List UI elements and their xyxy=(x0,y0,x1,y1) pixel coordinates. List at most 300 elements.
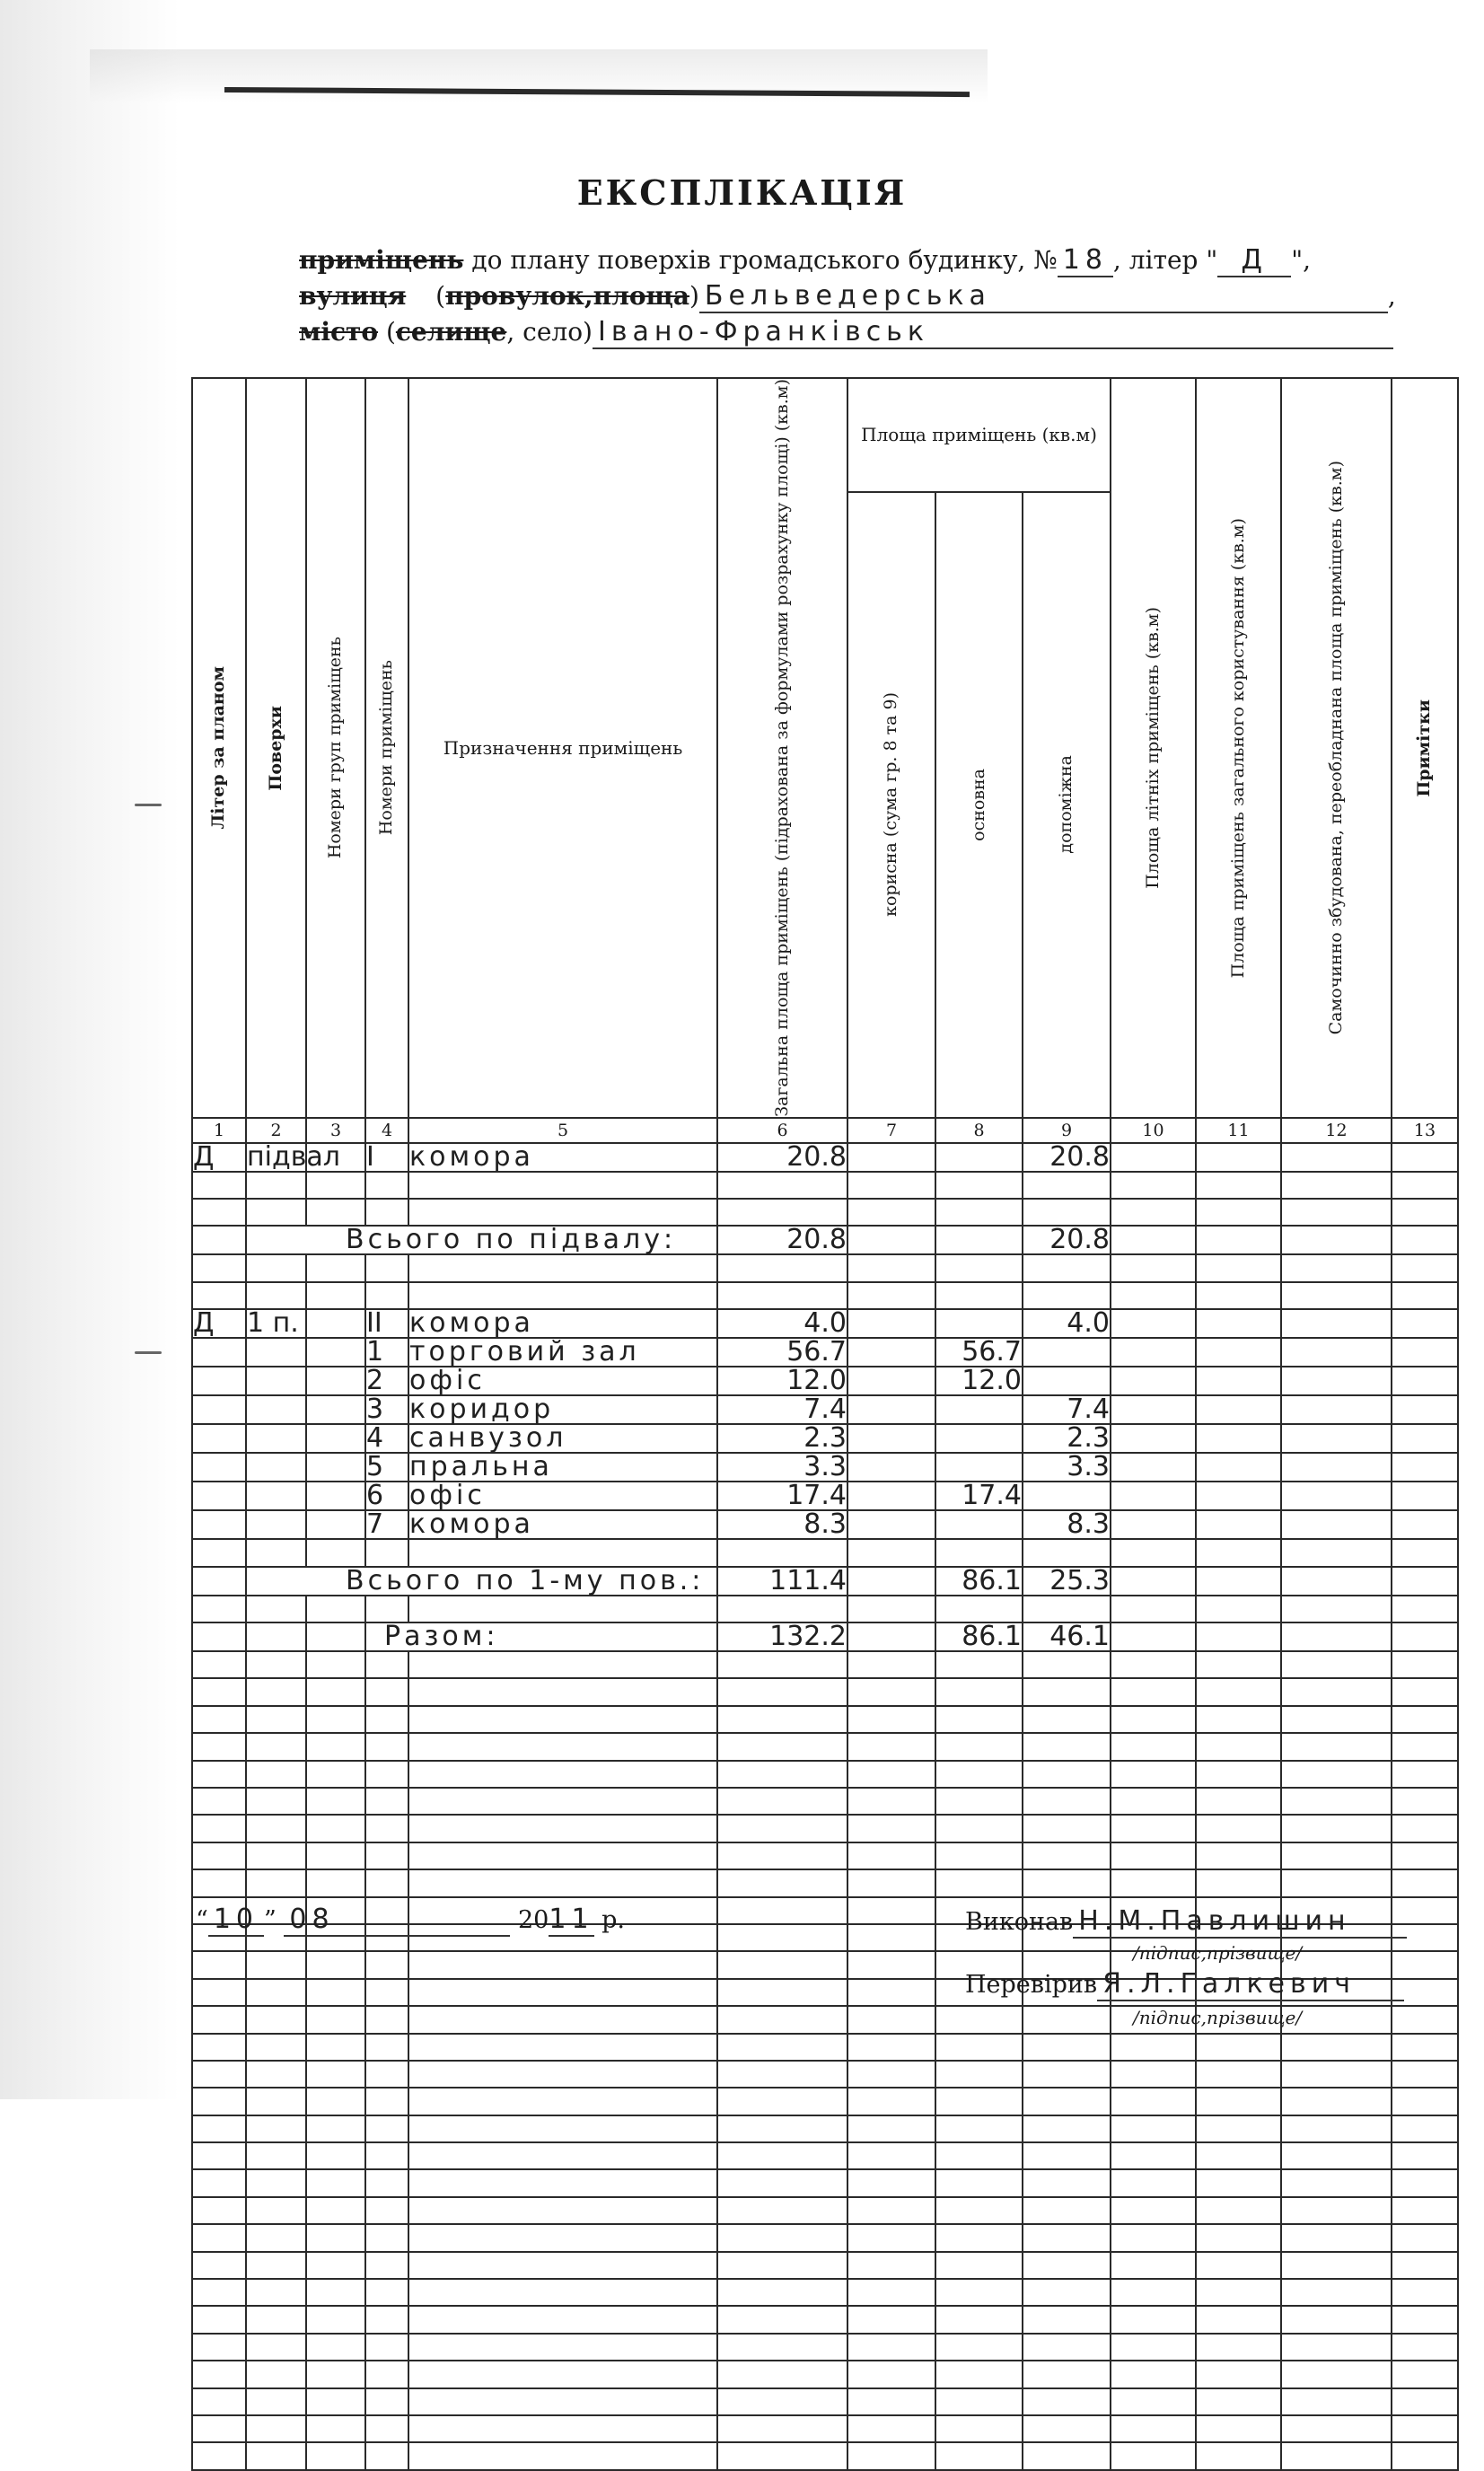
table-cell xyxy=(246,1596,306,1622)
table-cell xyxy=(192,2415,246,2442)
table-cell xyxy=(408,2142,717,2169)
table-cell xyxy=(1392,1651,1458,1678)
table-cell xyxy=(408,1596,717,1622)
table-cell xyxy=(1281,1338,1392,1367)
table-cell xyxy=(1023,2224,1111,2251)
cell-group xyxy=(306,1510,365,1539)
table-cell xyxy=(246,2306,306,2333)
table-cell xyxy=(1196,2088,1281,2115)
col-header-8: основна xyxy=(935,492,1023,1118)
table-cell xyxy=(935,2306,1023,2333)
signature-caption: /підпис,прізвище/ xyxy=(1133,1942,1303,1964)
table-cell xyxy=(1023,1199,1111,1226)
cell-liter: Д xyxy=(192,1143,246,1172)
table-cell xyxy=(1111,1482,1196,1510)
table-cell xyxy=(847,1172,935,1199)
table-cell xyxy=(1196,1539,1281,1566)
table-cell xyxy=(365,1596,408,1622)
table-cell xyxy=(192,2006,246,2033)
table-cell xyxy=(847,2361,935,2387)
table-cell xyxy=(1392,1367,1458,1395)
table-cell xyxy=(1392,1282,1458,1309)
table-cell xyxy=(365,2061,408,2088)
table-cell xyxy=(246,2361,306,2387)
table-cell xyxy=(246,2142,306,2169)
table-cell xyxy=(365,1678,408,1705)
table-cell xyxy=(935,1199,1023,1226)
header-line-city xyxy=(299,316,1393,349)
cell-liter xyxy=(192,1482,246,1510)
table-row xyxy=(192,1788,1458,1815)
table-cell xyxy=(408,2279,717,2306)
cell-room-number: 1 xyxy=(365,1338,408,1367)
table-cell xyxy=(847,1842,935,1869)
table-cell xyxy=(408,2252,717,2279)
table-cell xyxy=(1111,2034,1196,2061)
table-cell xyxy=(717,1842,847,1869)
table-row xyxy=(192,1510,1458,1539)
table-row xyxy=(192,2061,1458,2088)
table-cell xyxy=(1281,1367,1392,1395)
table-cell xyxy=(1111,1539,1196,1566)
table-cell xyxy=(847,1733,935,1760)
table-cell xyxy=(192,2197,246,2224)
table-cell xyxy=(192,2115,246,2142)
cell-useful-area xyxy=(847,1309,935,1338)
table-cell xyxy=(1196,1254,1281,1281)
table-cell xyxy=(306,2142,365,2169)
column-numbers-row xyxy=(192,1118,1458,1143)
column-number: 8 xyxy=(935,1118,1023,1143)
table-cell xyxy=(192,1733,246,1760)
table-cell xyxy=(192,1815,246,1842)
table-cell xyxy=(1392,2388,1458,2415)
col-header-group: Площа приміщень (кв.м) xyxy=(847,378,1111,492)
building-number: 18 xyxy=(1058,244,1113,277)
table-cell xyxy=(1281,1424,1392,1453)
cell-total-area: 20.8 xyxy=(717,1226,847,1254)
cell-useful-area xyxy=(847,1482,935,1510)
table-cell xyxy=(935,1539,1023,1566)
col-header-1: Літер за планом xyxy=(192,378,246,1118)
header-line-building xyxy=(299,244,1311,277)
table-cell xyxy=(1196,1172,1281,1199)
table-cell xyxy=(847,1815,935,1842)
table-cell xyxy=(847,1567,935,1596)
table-cell xyxy=(1281,2169,1392,2196)
table-cell xyxy=(1392,2006,1458,2033)
table-cell xyxy=(365,1282,408,1309)
cell-liter xyxy=(192,1510,246,1539)
table-cell xyxy=(935,2061,1023,2088)
table-cell xyxy=(1023,2334,1111,2361)
table-cell xyxy=(1281,1733,1392,1760)
table-cell xyxy=(1281,1815,1392,1842)
table-cell xyxy=(935,2279,1023,2306)
cell-aux-area: 7.4 xyxy=(1023,1395,1111,1424)
table-cell xyxy=(1196,1567,1281,1596)
table-cell xyxy=(408,1282,717,1309)
column-number: 4 xyxy=(365,1118,408,1143)
table-row xyxy=(192,2306,1458,2333)
col-header-9: допоміжна xyxy=(1023,492,1111,1118)
cell-main-area: 12.0 xyxy=(935,1367,1023,1395)
table-cell xyxy=(408,1979,717,2006)
table-cell xyxy=(717,2306,847,2333)
total-label: Разом: xyxy=(365,1622,717,1651)
punch-mark xyxy=(135,1351,162,1354)
table-cell xyxy=(408,1199,717,1226)
table-cell xyxy=(1392,1788,1458,1815)
table-cell xyxy=(935,1282,1023,1309)
cell-total-area: 12.0 xyxy=(717,1367,847,1395)
table-cell xyxy=(246,1842,306,1869)
punch-mark xyxy=(135,804,162,806)
cell-total-area: 2.3 xyxy=(717,1424,847,1453)
table-cell xyxy=(408,1651,717,1678)
table-cell xyxy=(192,1622,246,1651)
table-cell xyxy=(1196,2334,1281,2361)
table-cell xyxy=(408,2306,717,2333)
table-cell xyxy=(847,2442,935,2469)
table-cell xyxy=(847,2034,935,2061)
table-row xyxy=(192,1761,1458,1788)
cell-liter xyxy=(192,1367,246,1395)
col-header-4: Номери приміщень xyxy=(365,378,408,1118)
table-cell xyxy=(1196,1678,1281,1705)
table-cell xyxy=(306,1733,365,1760)
cell-liter xyxy=(192,1453,246,1482)
table-cell xyxy=(1281,2388,1392,2415)
table-cell xyxy=(1196,1815,1281,1842)
table-cell xyxy=(246,2415,306,2442)
table-cell xyxy=(935,1733,1023,1760)
date-month: 08 xyxy=(284,1904,510,1937)
cell-floor xyxy=(246,1338,306,1367)
cell-floor xyxy=(246,1510,306,1539)
year-suffix: 11 xyxy=(549,1904,594,1935)
table-cell xyxy=(246,2115,306,2142)
table-cell xyxy=(365,2415,408,2442)
table-cell xyxy=(935,2197,1023,2224)
table-cell xyxy=(408,2224,717,2251)
table-cell xyxy=(408,1951,717,1978)
table-cell xyxy=(1111,2169,1196,2196)
table-cell xyxy=(1111,1254,1196,1281)
table-cell xyxy=(1111,1869,1196,1896)
table-cell xyxy=(935,1651,1023,1678)
cell-aux-area: 8.3 xyxy=(1023,1510,1111,1539)
table-row xyxy=(192,1678,1458,1705)
table-cell xyxy=(1111,2088,1196,2115)
table-cell xyxy=(1281,1842,1392,1869)
table-cell xyxy=(1111,1282,1196,1309)
table-cell xyxy=(306,1282,365,1309)
table-cell xyxy=(365,1842,408,1869)
table-cell xyxy=(306,2169,365,2196)
table-cell xyxy=(1023,2415,1111,2442)
cell-aux-area: 3.3 xyxy=(1023,1453,1111,1482)
table-cell xyxy=(306,1539,365,1566)
table-cell xyxy=(1392,1815,1458,1842)
cell-floor xyxy=(246,1453,306,1482)
cell-group xyxy=(306,1309,365,1338)
table-cell xyxy=(365,1788,408,1815)
table-cell xyxy=(1111,1706,1196,1733)
table-cell xyxy=(1111,1172,1196,1199)
table-cell xyxy=(365,1706,408,1733)
table-cell xyxy=(717,2115,847,2142)
table-cell xyxy=(847,2197,935,2224)
table-cell xyxy=(192,1254,246,1281)
cell-liter: Д xyxy=(192,1309,246,1338)
table-cell xyxy=(1111,1622,1196,1651)
cell-aux-area: 25.3 xyxy=(1023,1567,1111,1596)
table-cell xyxy=(192,1951,246,1978)
table-cell xyxy=(717,2252,847,2279)
table-cell xyxy=(1111,2415,1196,2442)
table-cell xyxy=(246,2279,306,2306)
table-cell xyxy=(408,1254,717,1281)
table-cell xyxy=(1392,2442,1458,2469)
cell-total-area: 7.4 xyxy=(717,1395,847,1424)
cell-useful-area xyxy=(847,1367,935,1395)
table-cell xyxy=(306,1199,365,1226)
table-cell xyxy=(306,2361,365,2387)
cell-useful-area xyxy=(847,1143,935,1172)
table-cell xyxy=(847,2169,935,2196)
table-cell xyxy=(717,2442,847,2469)
table-cell xyxy=(1196,1309,1281,1338)
table-cell xyxy=(306,2415,365,2442)
table-cell xyxy=(408,1678,717,1705)
date-line xyxy=(196,1904,625,1937)
table-cell xyxy=(935,2224,1023,2251)
cell-room-purpose: санвузол xyxy=(408,1424,717,1453)
table-cell xyxy=(1281,1482,1392,1510)
table-cell xyxy=(1392,2252,1458,2279)
table-cell xyxy=(1281,2061,1392,2088)
table-cell xyxy=(306,2306,365,2333)
table-row xyxy=(192,2169,1458,2196)
column-number: 10 xyxy=(1111,1118,1196,1143)
table-cell xyxy=(246,2169,306,2196)
table-cell xyxy=(365,2306,408,2333)
table-cell xyxy=(246,1172,306,1199)
table-cell xyxy=(847,1706,935,1733)
table-cell xyxy=(1196,1367,1281,1395)
table-cell xyxy=(717,1815,847,1842)
table-cell xyxy=(192,1172,246,1199)
table-cell xyxy=(1281,2088,1392,2115)
table-cell xyxy=(408,1869,717,1896)
table-cell xyxy=(1281,2279,1392,2306)
table-cell xyxy=(365,1979,408,2006)
cell-main-area: 86.1 xyxy=(935,1622,1023,1651)
table-cell xyxy=(1392,1199,1458,1226)
table-cell xyxy=(1392,1622,1458,1651)
table-cell xyxy=(1023,1733,1111,1760)
table-cell xyxy=(1023,1539,1111,1566)
cell-floor: підвал xyxy=(247,1140,340,1173)
cell-main-area xyxy=(935,1453,1023,1482)
table-row xyxy=(192,1706,1458,1733)
table-cell xyxy=(306,2334,365,2361)
table-cell xyxy=(365,2279,408,2306)
table-cell xyxy=(1392,1842,1458,1869)
table-cell xyxy=(1281,2415,1392,2442)
table-cell xyxy=(1196,2197,1281,2224)
table-cell xyxy=(192,2388,246,2415)
column-number: 5 xyxy=(408,1118,717,1143)
cell-total-area: 4.0 xyxy=(717,1309,847,1338)
table-cell xyxy=(192,1869,246,1896)
table-cell xyxy=(192,1706,246,1733)
table-body xyxy=(192,1140,1458,2470)
table-cell xyxy=(246,1254,306,1281)
table-cell xyxy=(1196,1482,1281,1510)
table-cell xyxy=(847,1788,935,1815)
table-cell xyxy=(306,1815,365,1842)
table-cell xyxy=(1023,2115,1111,2142)
table-cell xyxy=(408,1706,717,1733)
table-cell xyxy=(717,1979,847,2006)
table-cell xyxy=(1023,1815,1111,1842)
table-cell xyxy=(1111,2197,1196,2224)
table-row xyxy=(192,1172,1458,1199)
cell-room-number: 2 xyxy=(365,1367,408,1395)
table-cell xyxy=(1111,1199,1196,1226)
table-row xyxy=(192,1733,1458,1760)
table-cell xyxy=(935,1678,1023,1705)
table-cell xyxy=(365,2252,408,2279)
table-cell xyxy=(717,1924,847,1951)
table-cell xyxy=(306,1622,365,1651)
table-cell xyxy=(306,1788,365,1815)
cell-group xyxy=(306,1338,365,1367)
table-cell xyxy=(246,2224,306,2251)
table-cell xyxy=(1196,2252,1281,2279)
table-cell xyxy=(306,1172,365,1199)
table-cell xyxy=(306,2061,365,2088)
cell-main-area xyxy=(935,1226,1023,1254)
table-cell xyxy=(1281,1226,1392,1254)
cell-liter xyxy=(192,1424,246,1453)
table-cell xyxy=(717,2197,847,2224)
table-cell xyxy=(935,2415,1023,2442)
table-cell xyxy=(306,1842,365,1869)
table-cell xyxy=(246,1815,306,1842)
table-row xyxy=(192,1622,1458,1651)
table-cell xyxy=(1196,2388,1281,2415)
table-cell xyxy=(192,2279,246,2306)
table-cell xyxy=(1111,1510,1196,1539)
col-header-11: Площа приміщень загального користування (кв.м) xyxy=(1196,378,1281,1118)
cell-main-area xyxy=(935,1424,1023,1453)
table-cell xyxy=(1023,1651,1111,1678)
table-cell xyxy=(365,2442,408,2469)
table-cell xyxy=(1196,1651,1281,1678)
table-cell xyxy=(1281,1282,1392,1309)
table-cell xyxy=(1281,1706,1392,1733)
table-cell xyxy=(1111,2115,1196,2142)
table-cell xyxy=(365,2088,408,2115)
table-cell xyxy=(1023,2169,1111,2196)
table-row xyxy=(192,2088,1458,2115)
table-cell xyxy=(1111,2279,1196,2306)
cell-main-area xyxy=(935,1395,1023,1424)
table-cell xyxy=(1392,2279,1458,2306)
table-cell xyxy=(1111,1761,1196,1788)
table-row xyxy=(192,1338,1458,1367)
cell-aux-area: 20.8 xyxy=(1023,1226,1111,1254)
table-cell xyxy=(1196,1424,1281,1453)
table-cell xyxy=(246,1706,306,1733)
table-cell xyxy=(847,1924,935,1951)
table-cell xyxy=(1392,1254,1458,1281)
cell-useful-area xyxy=(847,1424,935,1453)
table-cell xyxy=(1392,1761,1458,1788)
table-cell xyxy=(1392,2142,1458,2169)
table-cell xyxy=(306,1596,365,1622)
table-cell xyxy=(1111,1143,1196,1172)
table-cell xyxy=(1111,2361,1196,2387)
table-cell xyxy=(1111,2306,1196,2333)
table-cell xyxy=(847,1282,935,1309)
table-row xyxy=(192,2034,1458,2061)
cell-aux-area xyxy=(1023,1482,1111,1510)
table-cell xyxy=(1111,2061,1196,2088)
table-cell xyxy=(408,2115,717,2142)
table-cell xyxy=(246,2034,306,2061)
table-cell xyxy=(408,2061,717,2088)
table-cell xyxy=(935,2088,1023,2115)
table-cell xyxy=(246,1622,306,1651)
table-cell xyxy=(192,1199,246,1226)
table-row xyxy=(192,2224,1458,2251)
cell-useful-area xyxy=(847,1510,935,1539)
table-cell xyxy=(365,1539,408,1566)
table-row xyxy=(192,1199,1458,1226)
table-cell xyxy=(935,1254,1023,1281)
table-row xyxy=(192,2388,1458,2415)
table-cell xyxy=(1281,2442,1392,2469)
table-cell xyxy=(1111,1733,1196,1760)
table-cell xyxy=(717,2169,847,2196)
table-cell xyxy=(935,2361,1023,2387)
table-cell xyxy=(1281,1567,1392,1596)
table-cell xyxy=(1111,1567,1196,1596)
table-cell xyxy=(717,1596,847,1622)
table-cell xyxy=(1023,1869,1111,1896)
table-cell xyxy=(847,2006,935,2033)
table-row xyxy=(192,1254,1458,1281)
cell-group xyxy=(306,1367,365,1395)
city-value: Івано-Франківськ xyxy=(593,316,1393,349)
table-cell xyxy=(192,2224,246,2251)
table-cell xyxy=(1196,1596,1281,1622)
table-cell xyxy=(1196,1143,1281,1172)
table-cell xyxy=(1392,2088,1458,2115)
table-cell xyxy=(1111,2224,1196,2251)
cell-liter xyxy=(192,1338,246,1367)
cell-total-area: 111.4 xyxy=(717,1567,847,1596)
cell-main-area xyxy=(935,1309,1023,1338)
column-number: 3 xyxy=(306,1118,365,1143)
table-cell xyxy=(717,1254,847,1281)
table-cell xyxy=(1281,1510,1392,1539)
cell-floor xyxy=(246,1424,306,1453)
